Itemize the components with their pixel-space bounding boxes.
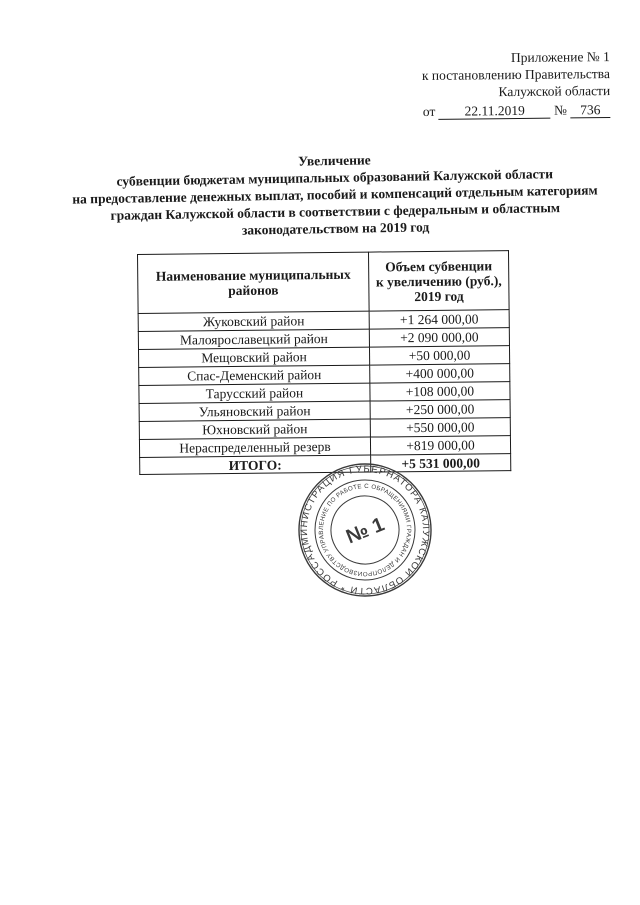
appendix-region: Калужской области (498, 83, 611, 100)
total-label: ИТОГО: (140, 455, 371, 474)
title-line: граждан Калужской области в соответствии с федеральным и областным (110, 200, 561, 223)
district-amount: +400 000,00 (370, 364, 510, 383)
seal-outer-textpath: АДМИНИСТРАЦИЯ ГУБЕРНАТОРА КАЛУЖСКОЙ ОБЛАСТИ * РОССИЙСКАЯ (298, 463, 432, 597)
header-amount-line: к увеличению (руб.), (375, 272, 502, 289)
district-amount: +250 000,00 (370, 400, 510, 419)
title-line: законодательством на 2019 год (241, 219, 430, 238)
table-header-row (138, 251, 510, 314)
header-amount-line: Объем субвенции (385, 257, 493, 274)
total-amount: +5 531 000,00 (371, 454, 511, 472)
district-name: Жуковский район (138, 311, 369, 331)
document-title (59, 147, 610, 242)
header-amount-line: 2019 год (414, 288, 464, 304)
district-name: Ульяновский район (139, 401, 370, 421)
number-prefix: № (553, 102, 567, 118)
district-name: Спас-Деменский район (139, 365, 370, 385)
title-line: Увеличение (297, 152, 371, 169)
subsidy-table (137, 250, 511, 475)
title-line: субвенции бюджетам муниципальных образований Калужской области (116, 166, 554, 189)
official-seal (296, 461, 434, 599)
seal-inner-textpath: УПРАВЛЕНИЕ ПО РАБОТЕ С ОБРАЩЕНИЯМИ ГРАЖДАН И ДЕЛОПРОИЗВОДСТВУ (317, 482, 413, 578)
date-prefix: от (422, 103, 436, 119)
appendix-resolution: к постановлению Правительства (421, 66, 610, 83)
title-line: на предоставление денежных выплат, пособий и компенсаций отдельным категориям (72, 182, 598, 207)
appendix-title: Приложение № 1 (510, 49, 610, 66)
district-amount: +1 264 000,00 (369, 310, 509, 329)
district-name: Нераспределенный резерв (139, 437, 370, 457)
header-district: Наименование муниципальных районов (138, 252, 370, 313)
appendix-number: 736 (570, 103, 610, 118)
district-name: Мещовский район (139, 347, 370, 367)
seal-center-number: № 1 (343, 513, 388, 549)
district-name: Малоярославецкий район (138, 329, 369, 349)
district-amount: +108 000,00 (370, 382, 510, 401)
seal-graphic (296, 461, 434, 599)
district-amount: +2 090 000,00 (369, 328, 509, 347)
district-amount: +550 000,00 (370, 418, 510, 437)
header-amount (368, 251, 509, 311)
district-name: Юхновский район (139, 419, 370, 439)
district-amount: +50 000,00 (369, 346, 509, 365)
subsidy-table-wrap (137, 250, 511, 475)
district-amount: +819 000,00 (370, 436, 510, 455)
appendix-date: 22.11.2019 (439, 104, 551, 120)
district-name: Тарусский район (139, 383, 370, 403)
appendix-header (422, 48, 611, 120)
appendix-dateline (422, 101, 610, 120)
